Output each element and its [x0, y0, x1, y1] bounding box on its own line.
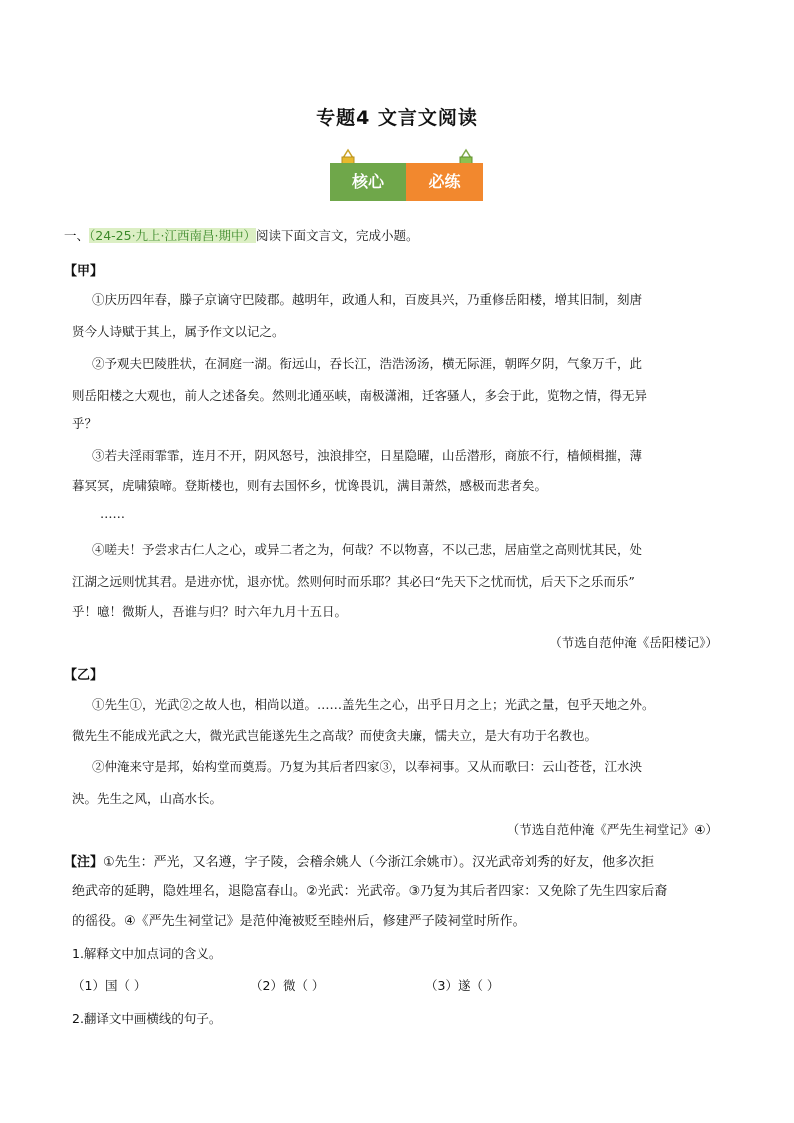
passage-line: ①先生①，光武②之故人也，相尚以道。……盖先生之心，出乎日月之上；光武之量，包乎天地之外。 [92, 697, 655, 712]
note-label: 【注】 [64, 855, 104, 870]
note-line [64, 851, 654, 870]
question-1-item: （3）遂（ ） [425, 978, 500, 993]
question-1-item: （1）国（ ） [72, 978, 147, 993]
question-2: 2.翻译文中画横线的句子。 [72, 1011, 222, 1026]
question-prefix: 一、 [64, 228, 90, 243]
passage-line: ①庆历四年春，滕子京谪守巴陵郡。越明年，政通人和，百废具兴，乃重修岳阳楼，增其旧制，刻唐 [92, 292, 643, 307]
page-title: 专题4 文言文阅读 [316, 107, 478, 129]
passage-line: ②仲淹来守是邦，始构堂而奠焉。乃复为其后者四家③，以奉祠事。又从而歌曰：云山苍苍，江水泱 [92, 759, 643, 774]
note-line: 绝武帝的延聘，隐姓埋名，退隐富春山。②光武：光武帝。③乃复为其后者四家：又免除了先生四家后裔 [72, 884, 668, 899]
note-line: 的徭役。④《严先生祠堂记》是范仲淹被贬至睦州后，修建严子陵祠堂时所作。 [72, 914, 526, 929]
section-jia-label: 【甲】 [64, 264, 104, 279]
passage-line: 乎？ [72, 416, 98, 431]
passage-line: 微先生不能成光武之大，微光武岂能遂先生之高哉？而使贪夫廉，懦夫立，是大有功于名教也。 [72, 728, 598, 743]
core-practice-badge [330, 148, 483, 206]
question-instruction: 阅读下面文言文，完成小题。 [256, 228, 419, 243]
question-1-item: （2）微（ ） [250, 978, 325, 993]
badge-core-label: 核心 [330, 163, 406, 201]
passage-line: 乎！噫！微斯人，吾谁与归？时六年九月十五日。 [72, 604, 348, 619]
badge-practice-label: 必练 [406, 163, 483, 201]
jia-source: （节选自范仲淹《岳阳楼记》） [549, 635, 718, 650]
ellipsis-line: …… [100, 506, 125, 521]
passage-line: 则岳阳楼之大观也，前人之述备矣。然则北通巫峡，南极潇湘，迁客骚人，多会于此，览物之情，得无异 [72, 388, 648, 403]
passage-line: ③若夫淫雨霏霏，连月不开，阴风怒号，浊浪排空，日星隐曜，山岳潜形，商旅不行，樯倾楫摧，薄 [92, 448, 643, 463]
passage-line: ④嗟夫！予尝求古仁人之心，或异二者之为，何哉？不以物喜，不以己悲，居庙堂之高则忧其民，处 [92, 542, 643, 557]
passage-line: 贤今人诗赋于其上，属予作文以记之。 [72, 324, 285, 339]
question-intro [64, 226, 419, 244]
source-tag: （24-25·九上·江西南昌·期中） [89, 228, 257, 243]
passage-line: ②予观夫巴陵胜状，在洞庭一湖。衔远山，吞长江，浩浩汤汤，横无际涯，朝晖夕阴，气象万千，此 [92, 356, 643, 371]
passage-line: 泱。先生之风，山高水长。 [72, 791, 223, 806]
yi-source: （节选自范仲淹《严先生祠堂记》④） [506, 822, 718, 837]
section-yi-label: 【乙】 [64, 668, 104, 683]
note-text: ①先生：严光，又名遵，字子陵，会稽余姚人（今浙江余姚市）。汉光武帝刘秀的好友，他多次拒 [103, 855, 655, 870]
passage-line: 暮冥冥，虎啸猿啼。登斯楼也，则有去国怀乡，忧谗畏讥，满目萧然，感极而悲者矣。 [72, 478, 548, 493]
question-1: 1.解释文中加点词的含义。 [72, 946, 222, 961]
passage-line: 江湖之远则忧其君。是进亦忧，退亦忧。然则何时而乐耶？其必曰“先天下之忧而忧，后天下之乐而乐” [72, 574, 635, 589]
